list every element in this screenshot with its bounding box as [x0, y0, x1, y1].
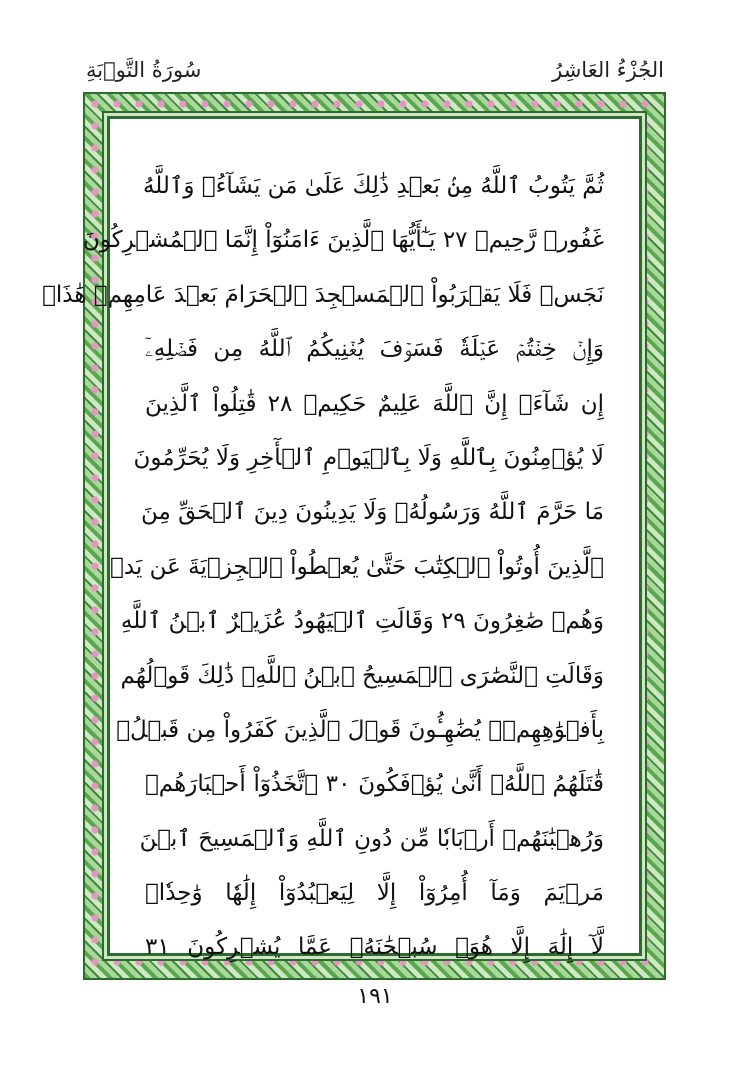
juz-title: الجُزْءُ العَاشِرُ: [552, 58, 664, 82]
page-number: ١٩١: [357, 984, 393, 1009]
text-line: وَرُهۡبَٰنَهُمۡ أَرۡبَابٗا مِّن دُونِ ٱللَّهِ وَٱلۡمَسِيحَ ٱبۡنَ: [139, 825, 604, 852]
text-line: مَرۡيَمَ وَمَآ أُمِرُوٓاْ إِلَّا لِيَعۡبُدُوٓاْ إِلَٰهٗا وَٰحِدٗاۖ: [145, 880, 604, 907]
text-panel: [42, 116, 642, 961]
quran-text: [42, 159, 604, 961]
text-line: إِن شَآءَۚ إِنَّ ٱللَّهَ عَلِيمٌ حَكِيمٞ ٢٨ قَٰتِلُواْ ٱلَّذِينَ: [145, 390, 604, 417]
text-line: ثُمَّ يَتُوبُ ٱللَّهُ مِنۢ بَعۡدِ ذَٰلِكَ عَلَىٰ مَن يَشَآءُۗ وَٱللَّهُ: [142, 173, 604, 199]
text-line: غَفُورٞ رَّحِيمٞ ٢٧ يَـٰٓأَيُّهَا ٱلَّذِينَ ءَامَنُوٓاْ إِنَّمَا ٱلۡمُشۡرِكُونَ: [82, 227, 604, 254]
text-line: مَا حَرَّمَ ٱللَّهُ وَرَسُولُهُۥ وَلَا يَدِينُونَ دِينَ ٱلۡحَقِّ مِنَ: [140, 499, 604, 526]
text-line: وَهُمۡ صَٰغِرُونَ ٢٩ وَقَالَتِ ٱلۡيَهُودُ عُزَيۡرٌ ٱبۡنُ ٱللَّهِ: [120, 608, 604, 635]
text-line: بِأَفۡوَٰهِهِمۡۖ يُضَٰهِـُٔونَ قَوۡلَ ٱلَّذِينَ كَفَرُواْ مِن قَبۡلُۚ: [116, 716, 604, 743]
surah-title: سُورَةُ التَّوۡبَةِ: [86, 58, 202, 82]
page-header: [86, 58, 664, 88]
text-line: قَٰتَلَهُمُ ٱللَّهُۖ أَنَّىٰ يُؤۡفَكُونَ ٣٠ ٱتَّخَذُوٓاْ أَحۡبَارَهُمۡ: [145, 771, 604, 798]
text-line: نَجَسٞ فَلَا يَقۡرَبُواْ ٱلۡمَسۡجِدَ ٱلۡحَرَامَ بَعۡدَ عَامِهِمۡ هَٰذَاۚ: [42, 281, 604, 308]
text-line: وَقَالَتِ ٱلنَّصَٰرَى ٱلۡمَسِيحُ ٱبۡنُ ٱللَّهِۖ ذَٰلِكَ قَوۡلُهُم: [120, 662, 604, 689]
text-line: لَا يُؤۡمِنُونَ بِٱللَّهِ وَلَا بِٱلۡيَوۡمِ ٱلۡأٓخِرِ وَلَا يُحَرِّمُونَ: [133, 444, 604, 471]
text-line: لَّآ إِلَٰهَ إِلَّا هُوَۚ سُبۡحَٰنَهُۥ عَمَّا يُشۡرِكُونَ ٣١: [145, 934, 604, 961]
text-line: ٱلَّذِينَ أُوتُواْ ٱلۡكِتَٰبَ حَتَّىٰ يُعۡطُواْ ٱلۡجِزۡيَةَ عَن يَدٖ: [110, 553, 604, 580]
ornamental-frame: [42, 92, 666, 980]
text-line: وَإِنۡ خِفۡتُمۡ عَيۡلَةٗ فَسَوۡفَ يُغۡنِيكُمُ ٱللَّهُ مِن فَضۡلِهِۦٓ: [145, 336, 604, 363]
